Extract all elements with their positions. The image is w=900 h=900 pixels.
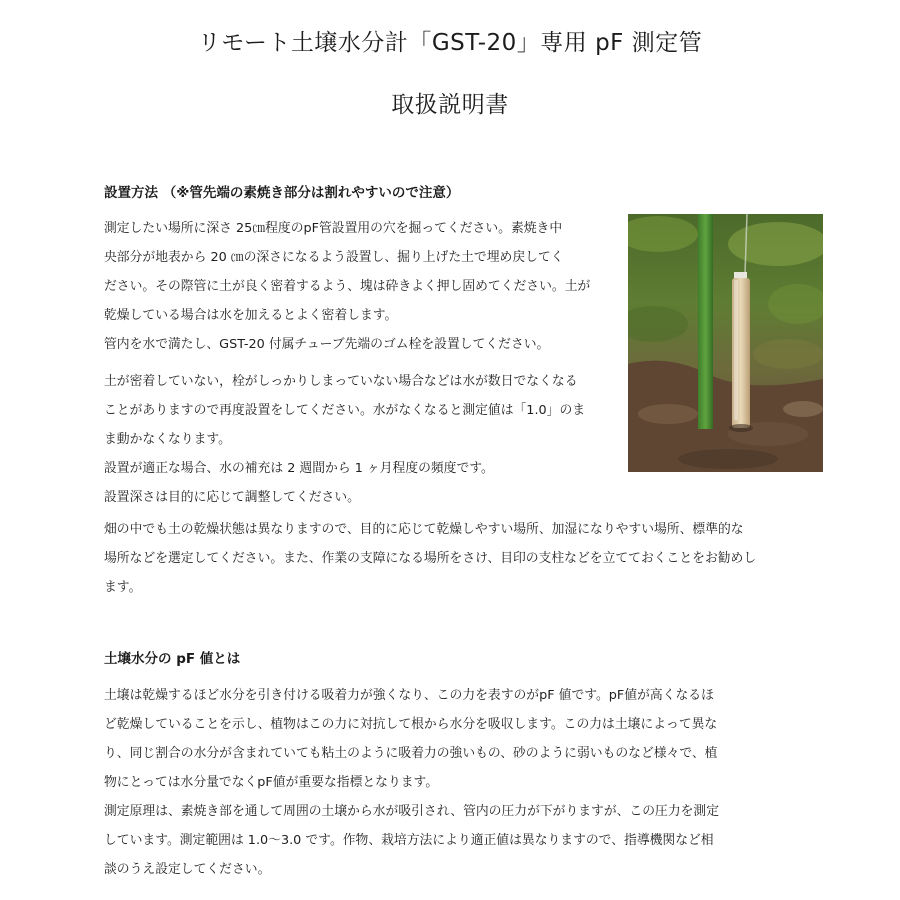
- text-line: 場所などを選定してください。また、作業の支障になる場所をさけ、目印の支柱などを立てておくことをお勧めし: [104, 551, 757, 566]
- section-heading-installation: 設置方法 （※管先端の素焼き部分は割れやすいので注意）: [104, 185, 460, 201]
- text-line: 乾燥している場合は水を加えるとよく密着します。: [104, 308, 398, 323]
- text-line: 管内を水で満たし、GST-20 付属チューブ先端のゴム栓を設置してください。: [104, 337, 550, 352]
- text-line: ど乾燥していることを示し、植物はこの力に対抗して根から水分を吸収します。この力は土壌によって異な: [104, 717, 718, 732]
- installation-paragraph-2: [104, 367, 585, 512]
- text-line: 測定したい場所に深さ 25㎝程度のpF管設置用の穴を掘ってください。素焼き中: [104, 221, 563, 236]
- document-title: リモート土壌水分計「GST-20」専用 pF 測定管: [197, 30, 703, 56]
- text-line: 設置が適正な場合、水の補充は 2 週間から 1 ヶ月程度の頻度です。: [104, 461, 494, 476]
- text-line: ま動かなくなります。: [104, 432, 231, 447]
- section-heading-pf-value: 土壌水分の pF 値とは: [104, 651, 241, 667]
- text-line: 央部分が地表から 20 ㎝の深さになるよう設置し、掘り上げた土で埋め戻してく: [104, 250, 564, 265]
- text-line: ださい。その際管に土が良く密着するよう、塊は砕きよく押し固めてください。土が: [104, 279, 591, 294]
- text-line: り、同じ割合の水分が含まれていても粘土のように吸着力の強いもの、砂のように弱いものなど様々で、植: [104, 746, 718, 761]
- text-line: 畑の中でも土の乾燥状態は異なりますので、目的に応じて乾燥しやすい場所、加湿になりやすい場所、標準的な: [104, 522, 744, 537]
- pf-value-paragraph: [104, 681, 719, 884]
- document-subtitle: 取扱説明書: [391, 92, 509, 118]
- text-line: 土が密着していない，栓がしっかりしまっていない場合などは水が数日でなくなる: [104, 374, 578, 389]
- text-line: 物にとっては水分量でなくpF値が重要な指標となります。: [104, 775, 439, 790]
- text-line: しています。測定範囲は 1.0～3.0 です。作物、栽培方法により適正値は異なりますので、指導機関など相: [104, 833, 714, 848]
- text-line: ことがありますので再度設置をしてください。水がなくなると測定値は「1.0」のま: [104, 403, 586, 418]
- text-line: ます。: [104, 580, 142, 595]
- pf-tube-installation-photo: [628, 214, 823, 472]
- text-line: 談のうえ設定してください。: [104, 862, 271, 877]
- installation-paragraph-1: [104, 214, 590, 359]
- text-line: 測定原理は、素焼き部を通して周囲の土壌から水が吸引され、管内の圧力が下がりますが、この圧力を測定: [104, 804, 720, 819]
- text-line: 設置深さは目的に応じて調整してください。: [104, 490, 360, 505]
- installation-paragraph-3: [104, 515, 756, 602]
- text-line: 土壌は乾燥するほど水分を引き付ける吸着力が強くなり、この力を表すのがpF 値です。pF値が高くなるほ: [104, 688, 714, 703]
